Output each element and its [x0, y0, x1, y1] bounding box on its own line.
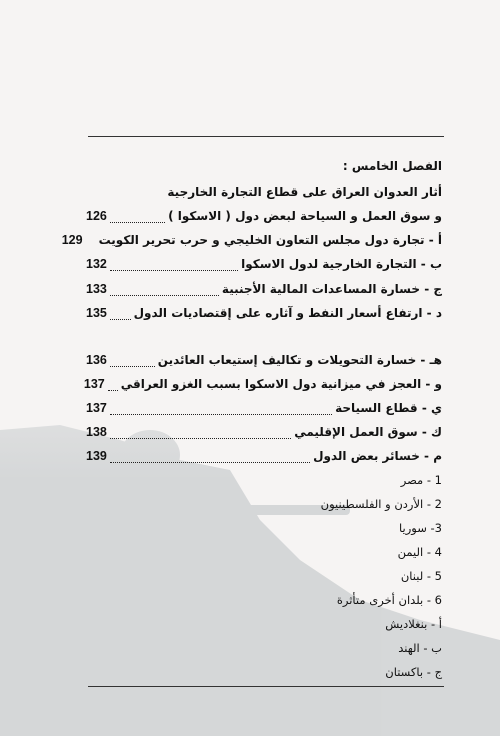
toc-entry-page: 137	[83, 377, 105, 391]
toc-entry-title: و - العجز في ميزانية دول الاسكوا بسبب الغزو العراقي	[120, 377, 442, 391]
toc-entry[interactable]	[83, 374, 442, 394]
toc-entry-title: أ - تجارة دول مجلس التعاون الخليجي و حرب تحرير الكويت	[98, 233, 442, 247]
dot-leader	[110, 450, 310, 463]
country-item: 3- سوريا	[399, 521, 442, 535]
country-item: أ - بنغلاديش	[385, 617, 442, 631]
toc-entry-page: 133	[86, 282, 107, 296]
toc-entry-title: د - ارتفاع أسعار النفط و آثاره على إقتصاديات الدول	[133, 306, 442, 320]
toc-entry[interactable]	[86, 303, 442, 323]
dot-leader	[110, 354, 155, 367]
country-item: 1 - مصر	[400, 473, 442, 487]
toc-entry[interactable]	[61, 230, 442, 250]
dot-leader	[108, 378, 118, 391]
toc-entry[interactable]	[86, 254, 442, 274]
toc-entry-page: 135	[86, 306, 107, 320]
toc-entry[interactable]	[86, 398, 442, 418]
country-item: 4 - اليمن	[397, 545, 442, 559]
dot-leader	[110, 426, 291, 439]
toc-entry-page: 126	[86, 209, 107, 223]
toc-entry-page: 129	[61, 233, 83, 247]
toc-entry-title: ك - سوق العمل الإقليمي	[294, 425, 442, 439]
toc-entry-page: 137	[86, 401, 107, 415]
dot-leader	[110, 258, 238, 271]
toc-entry-title: هـ - خسارة التحويلات و تكاليف إستيعاب العائدين	[157, 353, 442, 367]
toc-entry-page: 136	[86, 353, 107, 367]
toc-entry[interactable]	[86, 206, 442, 226]
toc-entry-page: 139	[86, 449, 107, 463]
bottom-divider	[88, 686, 444, 687]
country-item: 6 - بلدان أخرى متأثرة	[336, 593, 442, 607]
toc-entry-title: ب - التجارة الخارجية لدول الاسكوا	[241, 257, 442, 271]
toc-entry[interactable]	[86, 422, 442, 442]
toc-entry-title: ي - قطاع السياحة	[335, 401, 442, 415]
toc-entry-title: م - خسائر بعض الدول	[313, 449, 442, 463]
dot-leader	[110, 402, 332, 415]
dot-leader	[110, 283, 219, 296]
toc-entry-page: 138	[86, 425, 107, 439]
top-divider	[88, 136, 444, 137]
toc-entry-title: و سوق العمل و السياحة لبعض دول ( الاسكوا )	[168, 209, 442, 223]
toc-entry-page: 132	[86, 257, 107, 271]
chapter-heading: الفصل الخامس :	[342, 159, 442, 173]
toc-entry[interactable]	[86, 279, 442, 299]
toc-entry-title: ج - خسارة المساعدات المالية الأجنبية	[221, 282, 442, 296]
chapter-title: أثار العدوان العراق على قطاع التجارة الخارجية	[167, 185, 442, 199]
toc-entry[interactable]	[86, 446, 442, 466]
dot-leader	[110, 210, 165, 223]
dot-leader	[110, 307, 131, 320]
country-item: 5 - لبنان	[400, 569, 442, 583]
toc-entry[interactable]	[86, 350, 442, 370]
dot-leader	[86, 234, 96, 246]
country-item: ج - باكستان	[385, 665, 442, 679]
country-item: ب - الهند	[398, 641, 442, 655]
country-item: 2 - الأردن و الفلسطينيون	[320, 497, 442, 511]
